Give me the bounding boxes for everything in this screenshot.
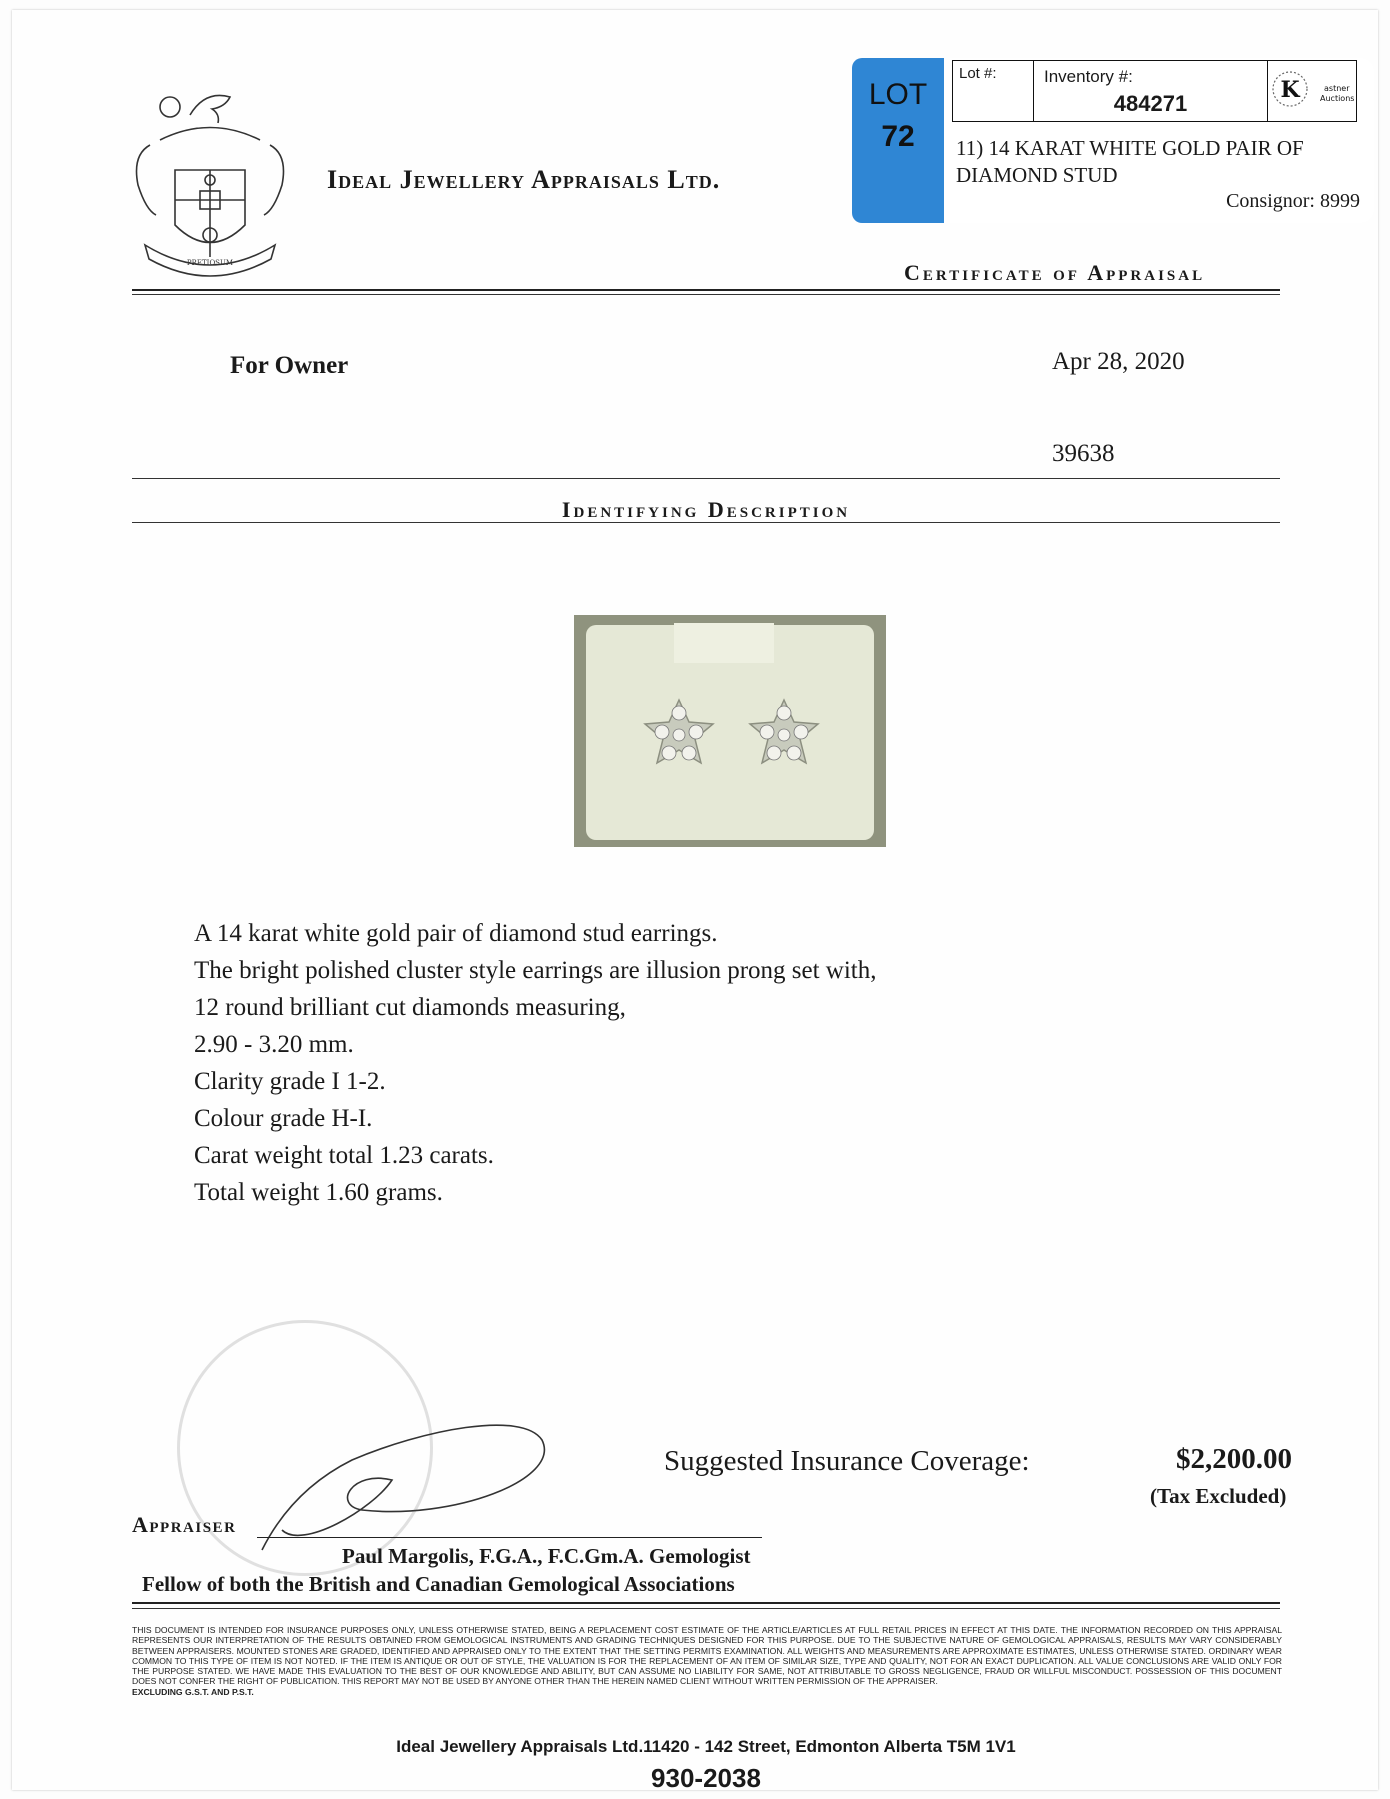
description-line: Clarity grade I 1-2. (194, 1068, 386, 1095)
certificate-title: Certificate of Appraisal (904, 260, 1206, 285)
label-grid (952, 60, 1357, 122)
coat-of-arms-logo (130, 85, 290, 280)
divider (132, 1602, 1280, 1604)
description-line: A 14 karat white gold pair of diamond stud earrings. (194, 920, 718, 947)
kastner-logo-icon (1268, 61, 1356, 117)
item-description (194, 915, 877, 1211)
lot-field-label: Lot #: (959, 65, 997, 82)
certificate-number: 39638 (1052, 440, 1115, 467)
appraiser-credentials: Fellow of both the British and Canadian Gemological Associations (142, 1572, 735, 1596)
disclaimer-text: THIS DOCUMENT IS INTENDED FOR INSURANCE PURPOSES ONLY, UNLESS OTHERWISE STATED, BEING A REPLACEMENT COST ESTIMATE OF THE ARTICLE/ARTICLES AT FULL RETAIL PRICES IN EFFECT AT THIS DATE. THE INFORMATION RECORDED ON THIS APPRAISAL REPRESENTS OUR INTERPRETATION OF THE RESULTS OBTAINED FROM GEMOLOGICAL INSTRUMENTS AND GRADING TECHNIQUES DESIGNED FOR THIS PURPOSE. DUE TO THE SUBJECTIVE NATURE OF GEMOLOGICAL APPRAISALS, RESULTS MAY VARY CONSIDERABLY BETWEEN APPRAISERS. MOUNTED STONES ARE GRADED, IDENTIFIED AND APPRAISED ONLY TO THE EXTENT THAT THE SETTING PERMITS EXAMINATION. ALL WEIGHTS AND MEASUREMENTS ARE APPROXIMATE ESTIMATES, UNLESS OTHERWISE STATED. ORDINARY WEAR COMMON TO THIS TYPE OF ITEM IS NOT NOTED. IF THE ITEM IS ANTIQUE OR OUT OF STYLE, THE VALUATION IS FOR THE REPLACEMENT OF AN ITEM OF SIMILAR SIZE, TYPE AND QUALITY, NOT FOR AN EXACT DUPLICATION. ALL VALUE CONCLUSIONS ARE VALID ONLY FOR THE PURPOSE STATED. WE HAVE MADE THIS EVALUATION TO THE BEST OF OUR KNOWLEDGE AND ABILITY, BUT CAN ASSUME NO LIABILITY FOR SAME, NOT ATTRIBUTABLE TO GROSS NEGLIGENCE, FRAUD OR WILLFUL MISCONDUCT. POSSESSION OF THIS DOCUMENT DOES NOT CONFER THE RIGHT OF PUBLICATION. THIS REPORT MAY NOT BE USED BY ANYONE OTHER THAN THE HEREIN NAMED CLIENT WITHOUT WRITTEN PERMISSION OF THE APPRAISER. (132, 1625, 1282, 1687)
owner-label: For Owner (230, 352, 349, 379)
description-line: Carat weight total 1.23 carats. (194, 1142, 494, 1169)
identifying-title: Identifying Description (561, 497, 851, 522)
tax-note: (Tax Excluded) (1150, 1484, 1287, 1508)
lot-number: 72 (881, 120, 915, 153)
lot-word: LOT (868, 78, 928, 111)
company-name: Ideal Jewellery Appraisals Ltd. (327, 165, 721, 194)
description-line: 2.90 - 3.20 mm. (194, 1031, 354, 1058)
logo-text-2: Auctions (1320, 94, 1355, 103)
appraiser-name: Paul Margolis, F.G.A., F.C.Gm.A. Gemologist (342, 1544, 751, 1568)
auction-label (950, 58, 1374, 223)
svg-text:K: K (1280, 77, 1300, 103)
signature-line (257, 1537, 762, 1538)
divider (132, 1608, 1280, 1609)
inventory-label: Inventory #: (1044, 67, 1133, 86)
description-line: The bright polished cluster style earrings are illusion prong set with, (194, 957, 877, 984)
appraiser-signature (242, 1400, 562, 1560)
lot-field (953, 61, 1034, 121)
inventory-field (1034, 61, 1268, 121)
divider (132, 289, 1280, 291)
description-line: 12 round brilliant cut diamonds measuring, (194, 994, 626, 1021)
footer-phone: 930-2038 (651, 1763, 761, 1793)
divider (132, 522, 1280, 523)
logo-text-1: astner (1324, 84, 1350, 93)
svg-text:PRETIOSUM: PRETIOSUM (186, 259, 234, 267)
insurance-label: Suggested Insurance Coverage: (664, 1445, 1030, 1477)
earrings-photo (574, 615, 886, 847)
lot-description: 11) 14 KARAT WHITE GOLD PAIR OF DIAMOND STUD (956, 136, 1304, 187)
auction-house-logo (1268, 61, 1356, 121)
lot-tag (852, 58, 944, 223)
footer-address: Ideal Jewellery Appraisals Ltd.11420 - 142 Street, Edmonton Alberta T5M 1V1 (396, 1737, 1016, 1756)
insurance-amount: $2,200.00 (1176, 1443, 1292, 1475)
tax-exclusion: EXCLUDING G.S.T. AND P.S.T. (132, 1686, 254, 1697)
divider (132, 294, 1280, 295)
description-line: Colour grade H-I. (194, 1105, 373, 1132)
appraisal-date: Apr 28, 2020 (1052, 348, 1185, 375)
inventory-number: 484271 (1113, 91, 1188, 116)
certificate-page (12, 10, 1378, 1793)
disclaimer (132, 1625, 1282, 1697)
consignor: Consignor: 8999 (1226, 190, 1360, 212)
divider (132, 478, 1280, 479)
description-line: Total weight 1.60 grams. (194, 1179, 443, 1206)
appraiser-label: Appraiser (132, 1512, 237, 1537)
